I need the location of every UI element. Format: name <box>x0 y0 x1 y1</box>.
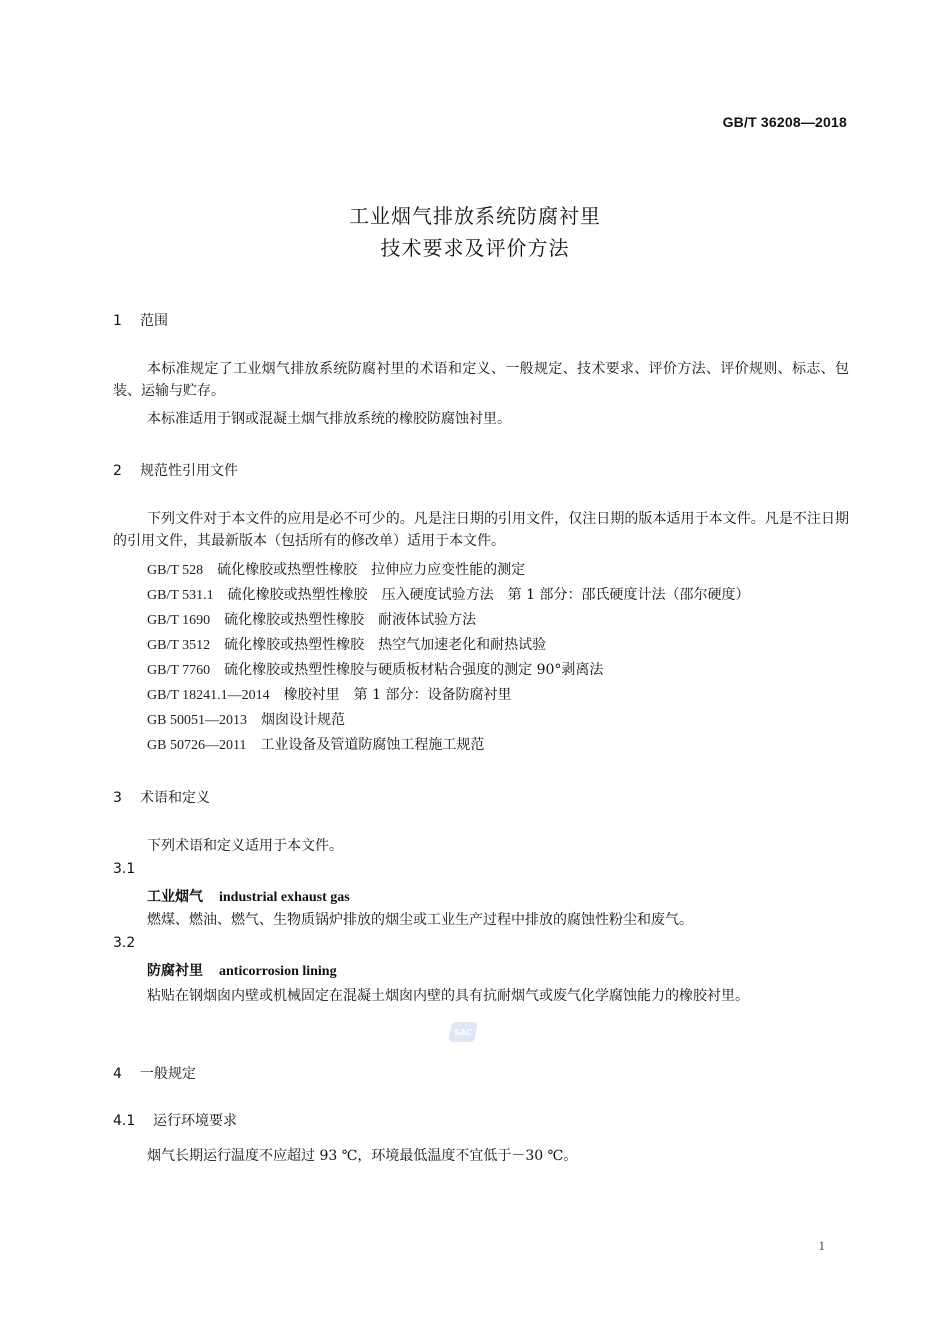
section-1-heading <box>113 310 168 330</box>
sac-watermark-logo: SAC <box>448 1022 478 1042</box>
term-definition: 燃煤、燃油、燃气、生物质锅炉排放的烟尘或工业生产过程中排放的腐蚀性粉尘和废气。 <box>147 912 693 928</box>
reference-item <box>147 584 749 604</box>
section-title: 范围 <box>140 313 168 329</box>
reference-item <box>147 709 345 729</box>
term-number: 3.2 <box>113 935 136 951</box>
term-chinese: 防腐衬里 <box>147 963 203 979</box>
reference-code: GB/T 3512 <box>147 638 211 653</box>
reference-code: GB/T 528 <box>147 563 204 578</box>
section-title: 术语和定义 <box>140 790 210 806</box>
reference-code: GB/T 531.1 <box>147 588 214 603</box>
reference-title: 硫化橡胶或热塑性橡胶 拉伸应力应变性能的测定 <box>217 562 526 578</box>
section-title: 规范性引用文件 <box>140 463 238 479</box>
subsection-4-1-paragraph: 烟气长期运行温度不应超过 93 ℃，环境最低温度不宜低于－30 ℃。 <box>147 1148 578 1164</box>
reference-title: 烟囱设计规范 <box>260 712 345 728</box>
reference-item <box>147 734 484 754</box>
section-1-paragraph-2: 本标准适用于钢或混凝土烟气排放系统的橡胶防腐蚀衬里。 <box>147 411 511 427</box>
subsection-number: 4.1 <box>113 1113 136 1129</box>
term-chinese: 工业烟气 <box>147 889 203 905</box>
reference-title: 工业设备及管道防腐蚀工程施工规范 <box>260 737 485 753</box>
reference-title: 硫化橡胶或热塑性橡胶 耐液体试验方法 <box>224 612 477 628</box>
subsection-title: 运行环境要求 <box>153 1113 237 1129</box>
page-number: 1 <box>818 1238 825 1253</box>
section-number: 1 <box>113 313 122 329</box>
section-2-paragraph-1: 下列文件对于本文件的应用是必不可少的。凡是注日期的引用文件，仅注日期的版本适用于本文件。凡是不注日期的引用文件，其最新版本（包括所有的修改单）适用于本文件。 <box>113 511 849 549</box>
document-title-line2: 技术要求及评价方法 <box>380 236 570 260</box>
section-2-heading <box>113 460 238 480</box>
section-3-paragraph-1: 下列术语和定义适用于本文件。 <box>147 838 343 854</box>
reference-title: 硫化橡胶或热塑性橡胶 热空气加速老化和耐热试验 <box>224 637 547 653</box>
reference-item <box>147 609 476 629</box>
term-number: 3.1 <box>113 861 136 877</box>
term-english: anticorrosion lining <box>219 964 337 979</box>
reference-code: GB/T 1690 <box>147 613 211 628</box>
reference-item <box>147 634 546 654</box>
section-number: 4 <box>113 1066 122 1082</box>
reference-code: GB/T 7760 <box>147 663 211 678</box>
section-title: 一般规定 <box>140 1066 196 1082</box>
term-entry <box>147 960 337 980</box>
reference-item <box>147 559 525 579</box>
section-3-heading <box>113 787 210 807</box>
reference-code: GB/T 18241.1—2014 <box>147 688 270 703</box>
standard-code: GB/T 36208—2018 <box>722 114 847 130</box>
section-number: 2 <box>113 463 122 479</box>
subsection-4-1-heading <box>113 1110 237 1130</box>
reference-code: GB 50726—2011 <box>147 738 247 753</box>
section-number: 3 <box>113 790 122 806</box>
section-1-paragraph-1: 本标准规定了工业烟气排放系统防腐衬里的术语和定义、一般规定、技术要求、评价方法、评价规则、标志、包装、运输与贮存。 <box>113 361 849 399</box>
reference-item <box>147 659 603 679</box>
document-title-line1: 工业烟气排放系统防腐衬里 <box>349 204 601 228</box>
reference-item <box>147 684 511 704</box>
reference-title: 硫化橡胶或热塑性橡胶与硬质板材粘合强度的测定 90°剥离法 <box>224 662 604 678</box>
reference-title: 橡胶衬里 第 1 部分：设备防腐衬里 <box>283 687 512 703</box>
reference-title: 硫化橡胶或热塑性橡胶 压入硬度试验方法 第 1 部分：邵氏硬度计法（邵尔硬度） <box>227 587 750 603</box>
term-english: industrial exhaust gas <box>219 890 350 905</box>
reference-code: GB 50051—2013 <box>147 713 247 728</box>
term-entry <box>147 886 350 906</box>
section-4-heading <box>113 1063 196 1083</box>
term-definition: 粘贴在钢烟囱内壁或机械固定在混凝土烟囱内壁的具有抗耐烟气或废气化学腐蚀能力的橡胶衬里。 <box>147 988 749 1004</box>
